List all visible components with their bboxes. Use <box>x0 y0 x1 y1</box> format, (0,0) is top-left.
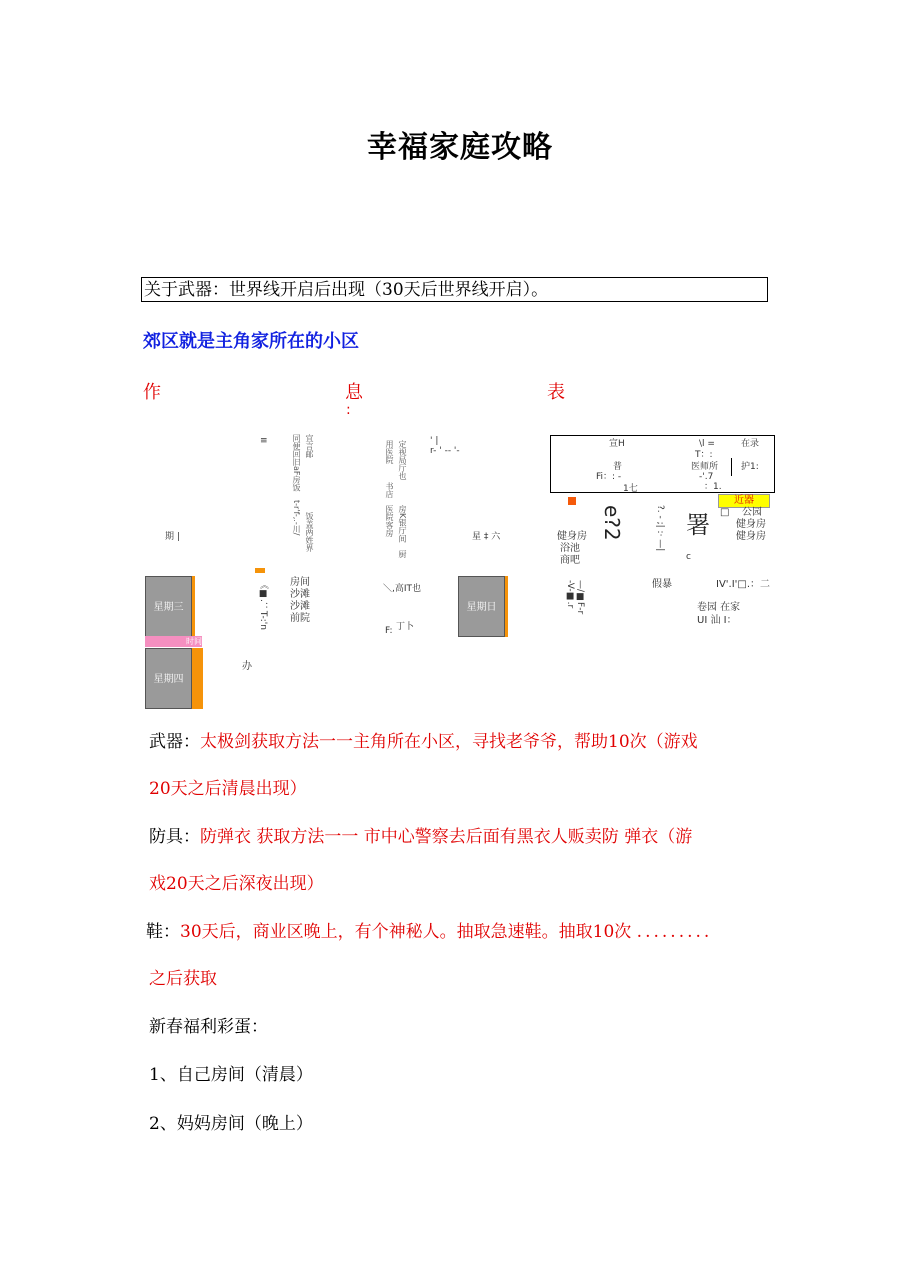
text-bracket: 《■.：T-:'n <box>258 580 268 630</box>
armor-paragraph <box>149 825 692 849</box>
schedule-box <box>550 435 775 493</box>
text-bar: ＼,高IT也 <box>383 584 422 594</box>
text-gym-1: 健身房 <box>736 519 766 530</box>
text-ui: UI 汕 I： <box>697 615 737 626</box>
text-juanyuan: 卷园 在家 <box>697 602 741 613</box>
pink-time-label: 时间 <box>145 636 202 647</box>
shoes-text: 30天后，商业区晚上，有个神秘人。抽取急速鞋。抽取10次 <box>180 922 632 942</box>
text-beach-1: 沙滩 <box>290 589 310 600</box>
vtext-3: t-r'f-,.-川/ <box>292 500 301 536</box>
vtext-6: 定视局厅也 <box>398 440 407 480</box>
text-gym-2: 健身房 <box>736 531 766 542</box>
sched-text-5: 普 <box>613 462 623 472</box>
day-sun: 星期日 <box>458 576 505 637</box>
armor-paragraph-cont: 戏20天之后深夜出现） <box>149 874 324 894</box>
text-gym-3: 健身房 <box>557 531 587 542</box>
text-shu: 署 <box>686 511 710 539</box>
day-wed: 星期三 <box>145 576 192 637</box>
easter-egg-title: 新春福利彩蛋： <box>149 1017 268 1037</box>
text-c: c <box>686 552 691 562</box>
text-park: 公园 <box>742 507 762 518</box>
yellow-tag: 近器 <box>718 494 770 508</box>
day-sat-label: 星 ‡ 六 <box>472 532 501 542</box>
text-iv: IV'.I'□.：二 <box>716 579 771 590</box>
text-bar2: 商吧 <box>560 555 580 566</box>
sched-text-2: \l = <box>699 439 715 449</box>
sched-text-3: 在录 <box>741 439 760 449</box>
list-item-1: 1、自己房间（清晨） <box>149 1065 313 1085</box>
text-bath: 浴池 <box>560 543 580 554</box>
table-header-2: 息 <box>345 382 363 403</box>
vtext-7: 书店 <box>385 482 394 498</box>
vtext-4: 饭盖两姓界 <box>305 512 314 552</box>
text-ding: 丁卜 <box>396 622 415 632</box>
sched-text-6: 医师所 <box>691 462 719 472</box>
vtext-5: 用医院 <box>385 440 394 464</box>
sched-text-9: -'.7 <box>699 472 714 482</box>
sched-text-1: 宣H <box>609 439 625 449</box>
table-header-1: 作 <box>143 382 161 403</box>
weapon-intro-box: 关于武器：世界线开启后出现（30天后世界线开启）。 <box>141 277 768 302</box>
text-room: 房间 <box>290 577 310 588</box>
sched-text-10: 1七 <box>623 484 638 494</box>
text-f: F: <box>385 626 393 636</box>
armor-label: 防具： <box>149 827 200 847</box>
shoes-paragraph <box>146 920 712 944</box>
weapon-text: 太极剑获取方法一一主角所在小区，寻找老爷爷，帮助10次（游戏 <box>200 732 698 752</box>
sched-text-7: 护1: <box>741 462 759 472</box>
text-jiabao: 假暴 <box>652 579 672 590</box>
day-thu: 星期四 <box>145 648 192 709</box>
suburb-note: 郊区就是主角家所在的小区 <box>143 331 359 352</box>
table-header-3: 表 <box>547 382 565 403</box>
weapon-paragraph-cont: 20天之后清晨出现） <box>149 779 307 799</box>
list-item-2: 2、妈妈房间（晚上） <box>149 1114 313 1134</box>
vtext-8: 医院客房 <box>385 505 394 537</box>
text-e2: e?2 <box>600 505 624 541</box>
text-beach-2: 沙滩 <box>290 601 310 612</box>
armor-text: 防弹衣 获取方法一一 市中心警察去后面有黑衣人贩卖防 弹衣（游 <box>200 827 693 847</box>
table-header-colon: : <box>346 402 351 418</box>
weapon-label: 武器： <box>149 732 200 752</box>
day-period-label: 期 | <box>165 532 180 542</box>
text-yard: 前院 <box>290 613 310 624</box>
sched-text-11: ：1. <box>704 482 722 492</box>
text-ban: 办 <box>242 661 252 672</box>
sched-text-8: Fi：: - <box>596 472 622 482</box>
shoes-paragraph-cont: 之后获取 <box>149 969 217 989</box>
shoes-label: 鞋： <box>146 922 180 942</box>
shoes-dots: ......... <box>636 922 713 942</box>
sched-text-4: T：: <box>695 450 713 460</box>
vtext-2: 宜言邮 <box>305 434 314 458</box>
weapon-paragraph <box>149 730 698 754</box>
vtext-9: 房K银厅间 <box>398 505 407 543</box>
vtext-10: 厨 <box>398 550 407 558</box>
page-title: 幸福家庭攻略 <box>367 130 553 165</box>
vtext-1: 同便回旧aF房饭 <box>292 434 301 492</box>
